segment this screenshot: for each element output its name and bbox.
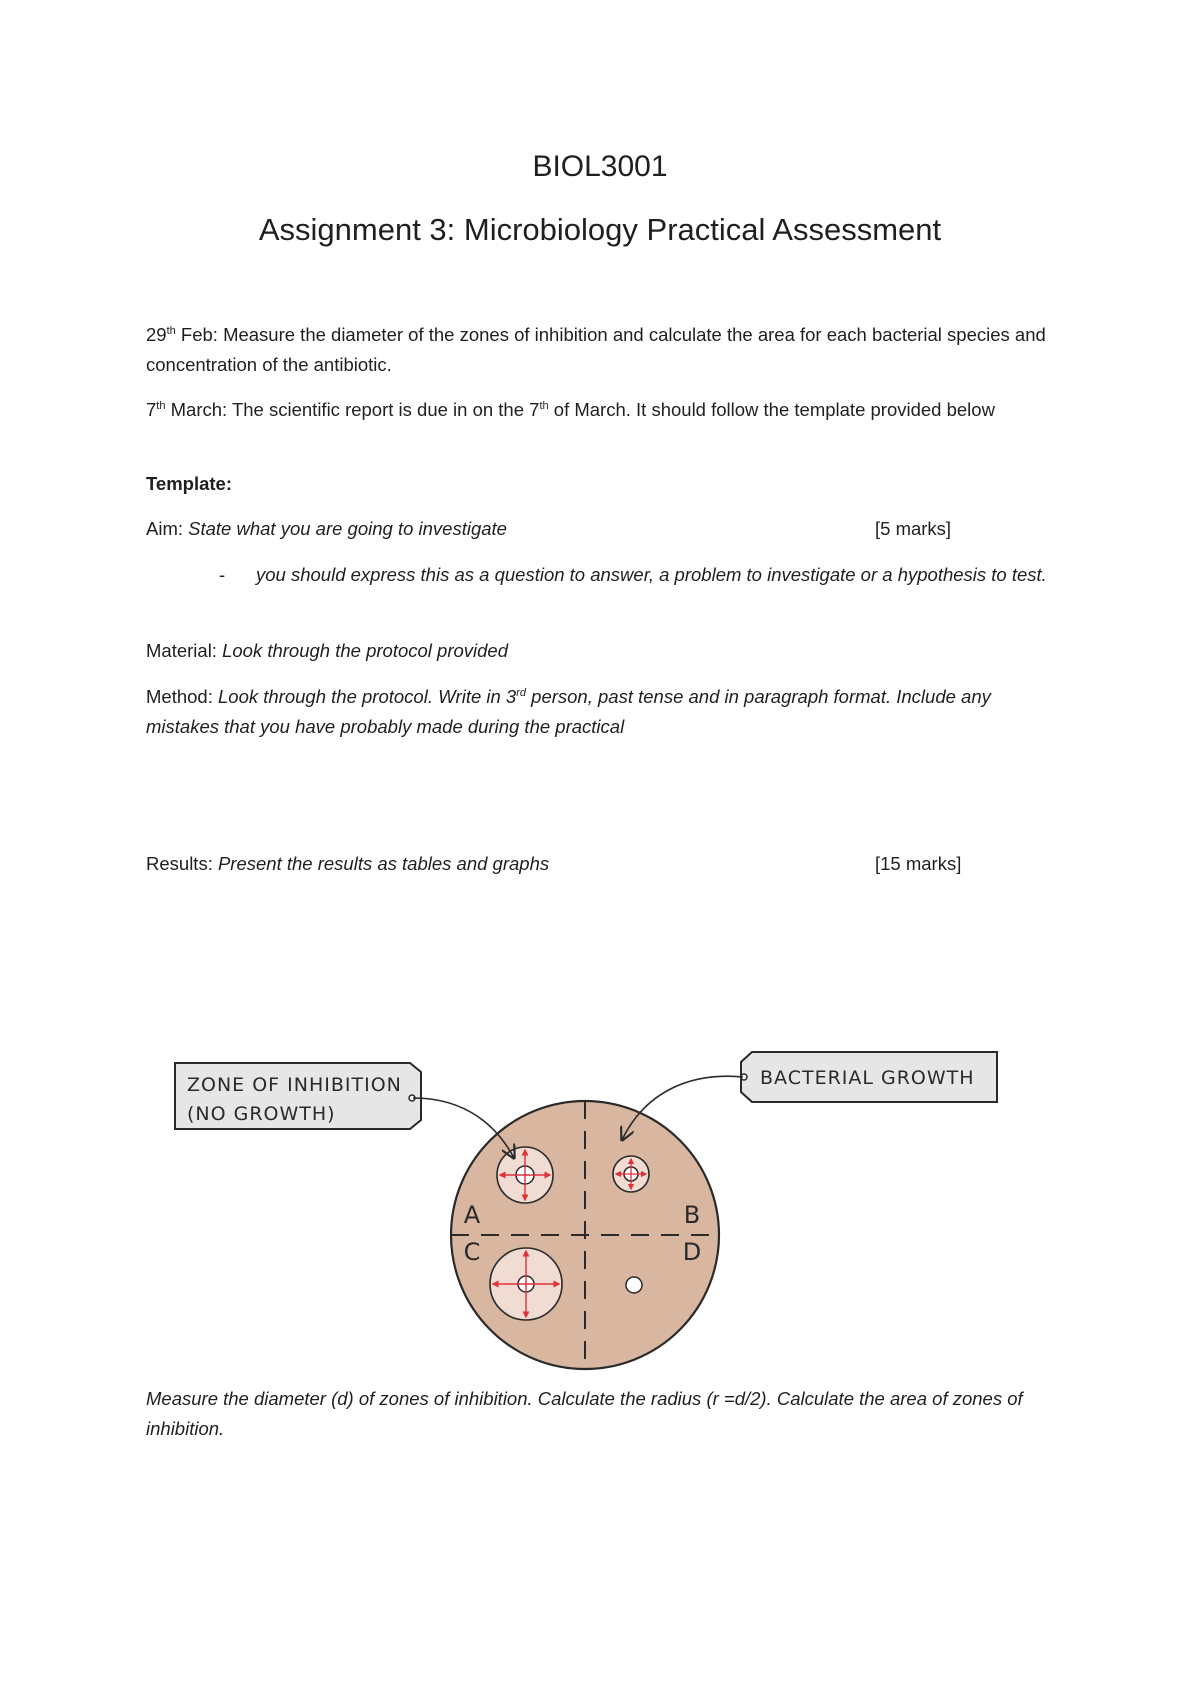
zone-label-line2: (NO GROWTH) [187,1103,336,1125]
zone-label-line1: ZONE OF INHIBITION [187,1074,402,1096]
results-marks: [15 marks] [875,853,962,874]
aim-bullet-text: you should express this as a question to answer, a problem to investigate or a hypothesis to test. [256,564,1047,585]
inhibition-zone-c [490,1248,562,1320]
document-title: Assignment 3: Microbiology Practical Assessment [258,212,942,247]
zone-of-inhibition-label [175,1063,421,1129]
march-day-suffix-2: th [539,400,549,412]
aim-description: State what you are going to investigate [188,518,507,539]
aim-bullet-dash: - [219,564,226,585]
method-description-a: Look through the protocol. Write in 3 [218,686,517,707]
inhibition-zone-b [613,1156,649,1192]
quadrant-label-b: B [683,1201,701,1229]
feb-text: Feb: Measure the diameter of the zones of inhibition and calculate the area for each bacterial species and concentration of the antibiotic. [146,324,1046,375]
inhibition-zone-a [497,1147,553,1203]
measurement-instruction: Measure the diameter (d) of zones of inhibition. Calculate the radius (r =d/2). Calculate the area of zones of inhibition. [146,1388,1023,1439]
march-day-suffix: th [156,400,166,412]
march-text-a: March: The scientific report is due in on the 7 [165,399,540,420]
march-text-b: of March. It should follow the template provided below [548,399,995,420]
antibiotic-disc-d [626,1277,642,1293]
template-heading: Template: [146,473,233,494]
quadrant-label-a: A [463,1201,481,1229]
bacterial-growth-label [741,1052,997,1102]
results-label: Results: [146,853,218,874]
growth-label-text: BACTERIAL GROWTH [760,1067,975,1089]
feb-day: 29 [146,324,167,345]
method-suffix: rd [516,687,527,699]
aim-label: Aim: [146,518,189,539]
aim-marks: [5 marks] [875,518,952,539]
results-description: Present the results as tables and graphs [217,853,550,874]
method-label: Method: [146,686,218,707]
quadrant-label-d: D [682,1238,702,1266]
course-code: BIOL3001 [532,150,668,183]
method-description-b: person, past tense and in paragraph format. Include any mistakes that you have probably made during the practical [146,686,991,737]
material-label: Material: [146,640,223,661]
material-description: Look through the protocol provided [222,640,508,661]
feb-day-suffix: th [166,325,176,337]
quadrant-label-c: C [463,1238,481,1266]
march-day: 7 [146,399,157,420]
